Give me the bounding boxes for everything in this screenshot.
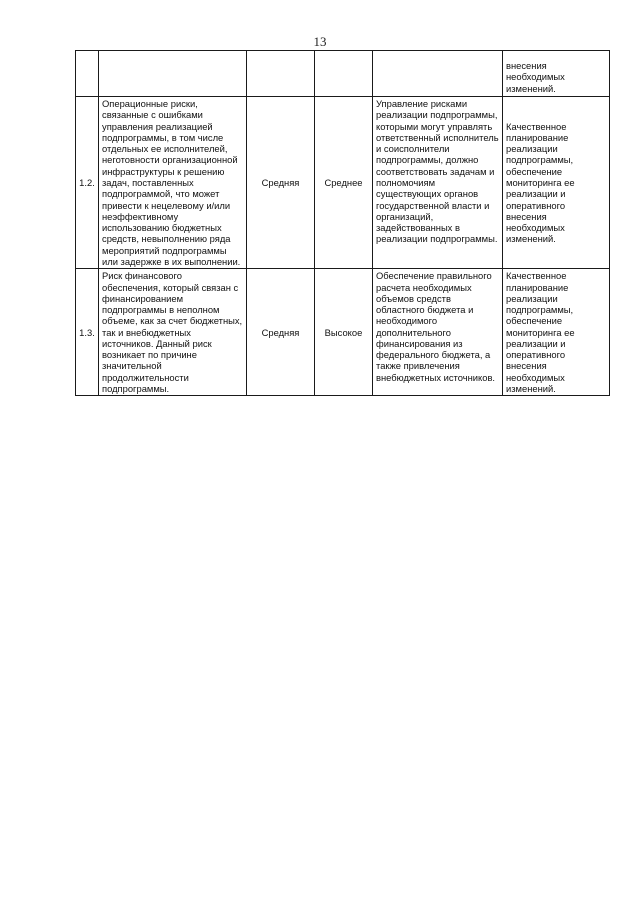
cell-impact xyxy=(315,51,373,97)
cell-monitoring: Качественное планирование реализации подпрограммы, обеспечение мониторинга ее реализации и оперативного внесения необходимых изменений. xyxy=(503,269,610,396)
cell-impact: Среднее xyxy=(315,97,373,269)
cell-description: Операционные риски, связанные с ошибками управления реализацией подпрограммы, в том числе отдельных ее исполнителей, неготовности организационной инфраструктуры к решению задач, поставленных подпрограммой, что может привести к нецелевому и/или неэффективному использованию бюджетных средств, невыполнению ряда мероприятий подпрограммы или задержке в их выполнении. xyxy=(99,97,247,269)
cell-probability: Средняя xyxy=(247,269,315,396)
cell-measures: Управление рисками реализации подпрограммы, которыми могут управлять ответственный исполнитель и соисполнители подпрограммы, должно соответствовать задачам и полномочиям существующих органов государственной власти и организаций, задействованных в реализации подпрограммы. xyxy=(373,97,503,269)
cell-number xyxy=(76,51,99,97)
page-number: 13 xyxy=(313,34,327,49)
cell-measures xyxy=(373,51,503,97)
cell-probability: Средняя xyxy=(247,97,315,269)
cell-number: 1.2. xyxy=(76,97,99,269)
cell-description xyxy=(99,51,247,97)
cell-impact: Высокое xyxy=(315,269,373,396)
cell-monitoring: Качественное планирование реализации подпрограммы, обеспечение мониторинга ее реализации и оперативного внесения необходимых изменений. xyxy=(503,97,610,269)
table-row xyxy=(76,97,610,269)
cell-number: 1.3. xyxy=(76,269,99,396)
cell-monitoring: внесения необходимых изменений. xyxy=(503,51,610,97)
table-row xyxy=(76,269,610,396)
cell-description: Риск финансового обеспечения, который связан с финансированием подпрограммы в неполном объеме, как за счет бюджетных, так и внебюджетных источников. Данный риск возникает по причине значительной продолжительности подпрограммы. xyxy=(99,269,247,396)
cell-probability xyxy=(247,51,315,97)
risk-table xyxy=(75,50,610,396)
table-row-continuation xyxy=(76,51,610,97)
cell-measures: Обеспечение правильного расчета необходимых объемов средств областного бюджета и необходимого дополнительного финансирования из федерального бюджета, а также привлечения внебюджетных источников. xyxy=(373,269,503,396)
